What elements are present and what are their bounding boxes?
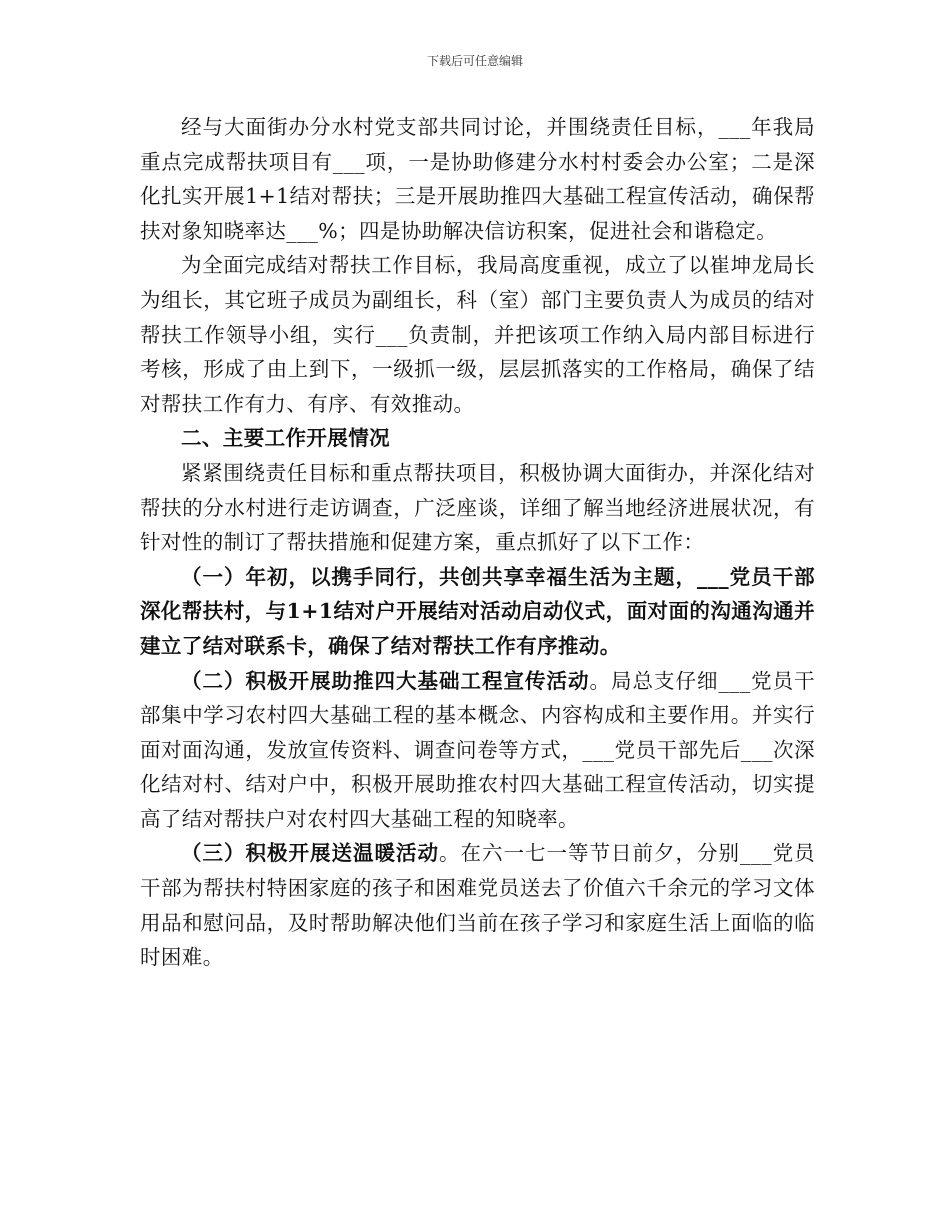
document-body [140,110,815,975]
list-item-2-title: （二）积极开展助推四大基础工程宣传活动 [181,668,590,693]
list-item-2-text: 。局总支仔细___党员干部集中学习农村四大基础工程的基本概念、内容构成和主要作用。并实行面对面沟通，发放宣传资料、调查问卷等方式，___党员干部先后___次深化结对村、结对户中，积极开展助推农村四大基础工程宣传活动，切实提高了结对帮扶户对农村四大基础工程的知晓率。 [140,668,815,831]
paragraph-organization: 为全面完成结对帮扶工作目标，我局高度重视，成立了以崔坤龙局长为组长，其它班子成员为副组长，科（室）部门主要负责人为成员的结对帮扶工作领导小组，实行___负责制，并把该项工作纳入局内部目标进行考核，形成了由上到下，一级抓一级，层层抓落实的工作格局，确保了结对帮扶工作有力、有序、有效推动。 [140,253,815,416]
list-item-3 [140,836,815,974]
paragraph-overview: 紧紧围绕责任目标和重点帮扶项目，积极协调大面街办，并深化结对帮扶的分水村进行走访调查，广泛座谈，详细了解当地经济进展状况，有针对性的制订了帮扶措施和促建方案，重点抓好了以下工作： [140,460,815,555]
paragraph-goals: 经与大面街办分水村党支部共同讨论，并围绕责任目标，___年我局重点完成帮扶项目有___项，一是协助修建分水村村委会办公室；二是深化扎实开展1+1结对帮扶；三是开展助推四大基础工程宣传活动，确保帮扶对象知晓率达___%；四是协助解决信访积案，促进社会和谐稳定。 [140,115,815,243]
list-item-2 [140,664,815,837]
section-heading-main-work: 二、主要工作开展情况 [181,426,390,451]
list-item-3-text: 。在六一七一等节日前夕，分别___党员干部为帮扶村特困家庭的孩子和困难党员送去了价值六千余元的学习文体用品和慰问品，及时帮助解决他们当前在孩子学习和家庭生活上面临的临时困难。 [140,841,815,970]
page-header: 下载后可任意编辑 [426,54,523,68]
list-item-3-title: （三）积极开展送温暖活动 [181,841,440,866]
list-item-1: （一）年初，以携手同行，共创共享幸福生活为主题，___党员干部深化帮扶村，与1+1结对户开展结对活动启动仪式，面对面的沟通沟通并建立了结对联系卡，确保了结对帮扶工作有序推动。 [140,564,815,658]
